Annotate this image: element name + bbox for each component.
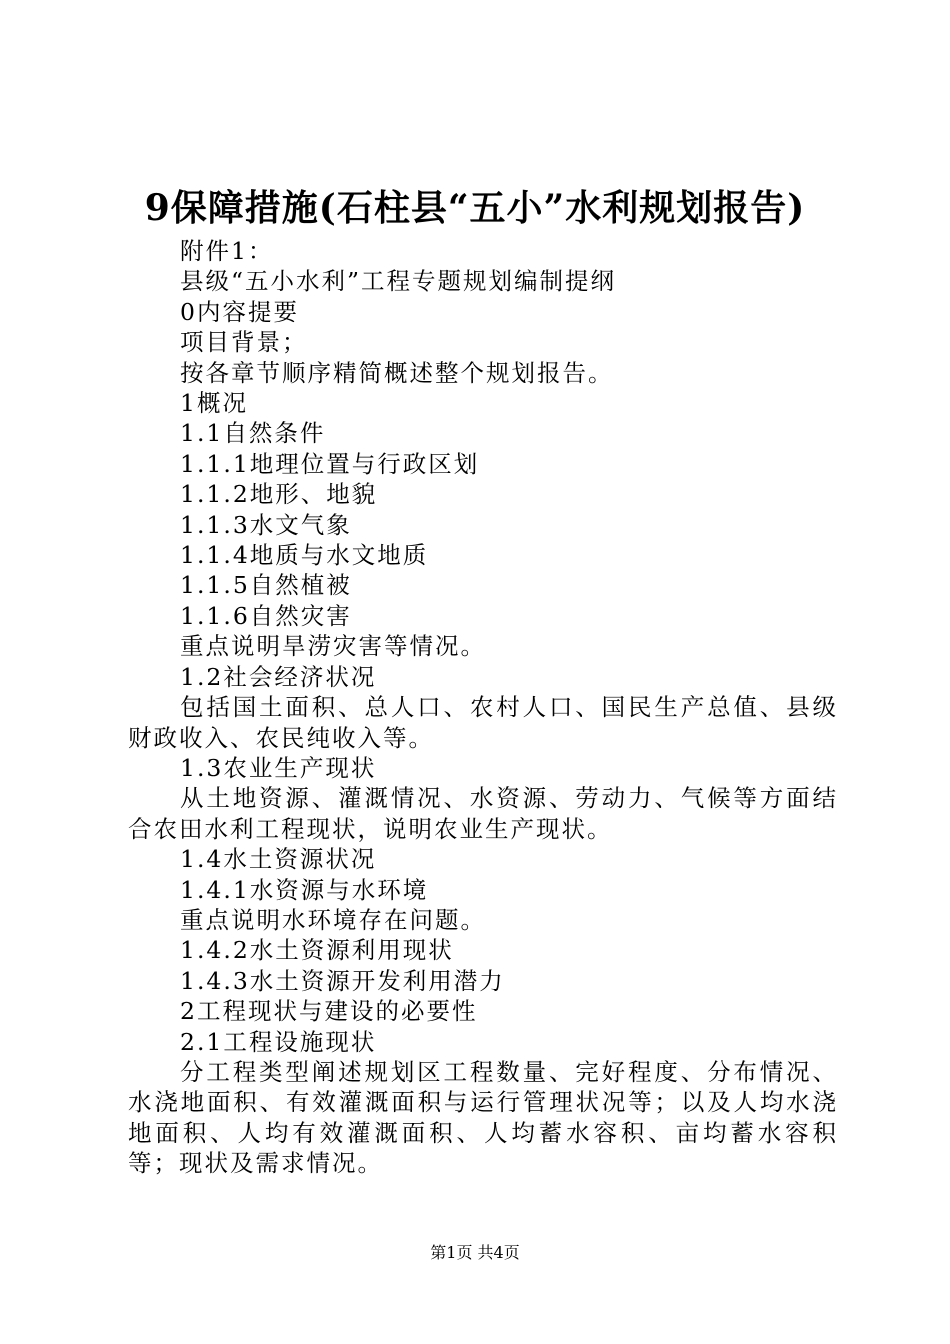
- section-heading: 1.2社会经济状况: [180, 662, 377, 691]
- paragraph: 项目背景；: [180, 328, 308, 357]
- section-heading: 1.1.6自然灾害: [180, 601, 352, 630]
- section-heading: 1.1.1地理位置与行政区划: [180, 449, 480, 478]
- paragraph: 分工程类型阐述规划区工程数量、完好程度、分布情况、水浇地面积、有效灌溉面积与运行管理状况等；以及人均水浇地面积、人均有效灌溉面积、人均蓄水容积、亩均蓄水容积等；现状及需求情况。: [128, 1057, 838, 1178]
- section-heading: 1.1.3水文气象: [180, 510, 352, 539]
- paragraph: 从土地资源、灌溉情况、水资源、劳动力、气候等方面结合农田水利工程现状，说明农业生产现状。: [128, 784, 838, 843]
- section-heading: 1.3农业生产现状: [180, 753, 377, 782]
- page-number: 第1页 共4页: [430, 1243, 520, 1262]
- section-heading: 1.1自然条件: [180, 419, 326, 448]
- section-heading: 1.4水土资源状况: [180, 845, 377, 874]
- section-heading: 1.4.2水土资源利用现状: [180, 936, 454, 965]
- paragraph: 重点说明水环境存在问题。: [180, 905, 486, 934]
- paragraph: 重点说明旱涝灾害等情况。: [180, 632, 486, 661]
- paragraph: 包括国土面积、总人口、农村人口、国民生产总值、县级财政收入、农民纯收入等。: [128, 693, 838, 752]
- section-heading: 1.4.1水资源与水环境: [180, 875, 429, 904]
- section-heading: 2工程现状与建设的必要性: [180, 997, 478, 1026]
- paragraph: 附件1：: [180, 237, 274, 265]
- section-heading: 1.1.5自然植被: [180, 571, 352, 600]
- section-heading: 1.1.2地形、地貌: [180, 480, 378, 509]
- paragraph: 县级“五小水利”工程专题规划编制提纲: [180, 267, 617, 296]
- section-heading: 1.4.3水土资源开发利用潜力: [180, 966, 505, 995]
- section-heading: 1概况: [180, 389, 248, 418]
- page-title: 9保障措施(石柱县“五小”水利规划报告): [144, 187, 806, 229]
- section-heading: 1.1.4地质与水文地质: [180, 541, 429, 570]
- document-body: [128, 236, 838, 1179]
- section-heading: 2.1工程设施现状: [180, 1027, 377, 1056]
- paragraph: 0内容提要: [180, 297, 299, 326]
- paragraph: 按各章节顺序精简概述整个规划报告。: [180, 358, 614, 387]
